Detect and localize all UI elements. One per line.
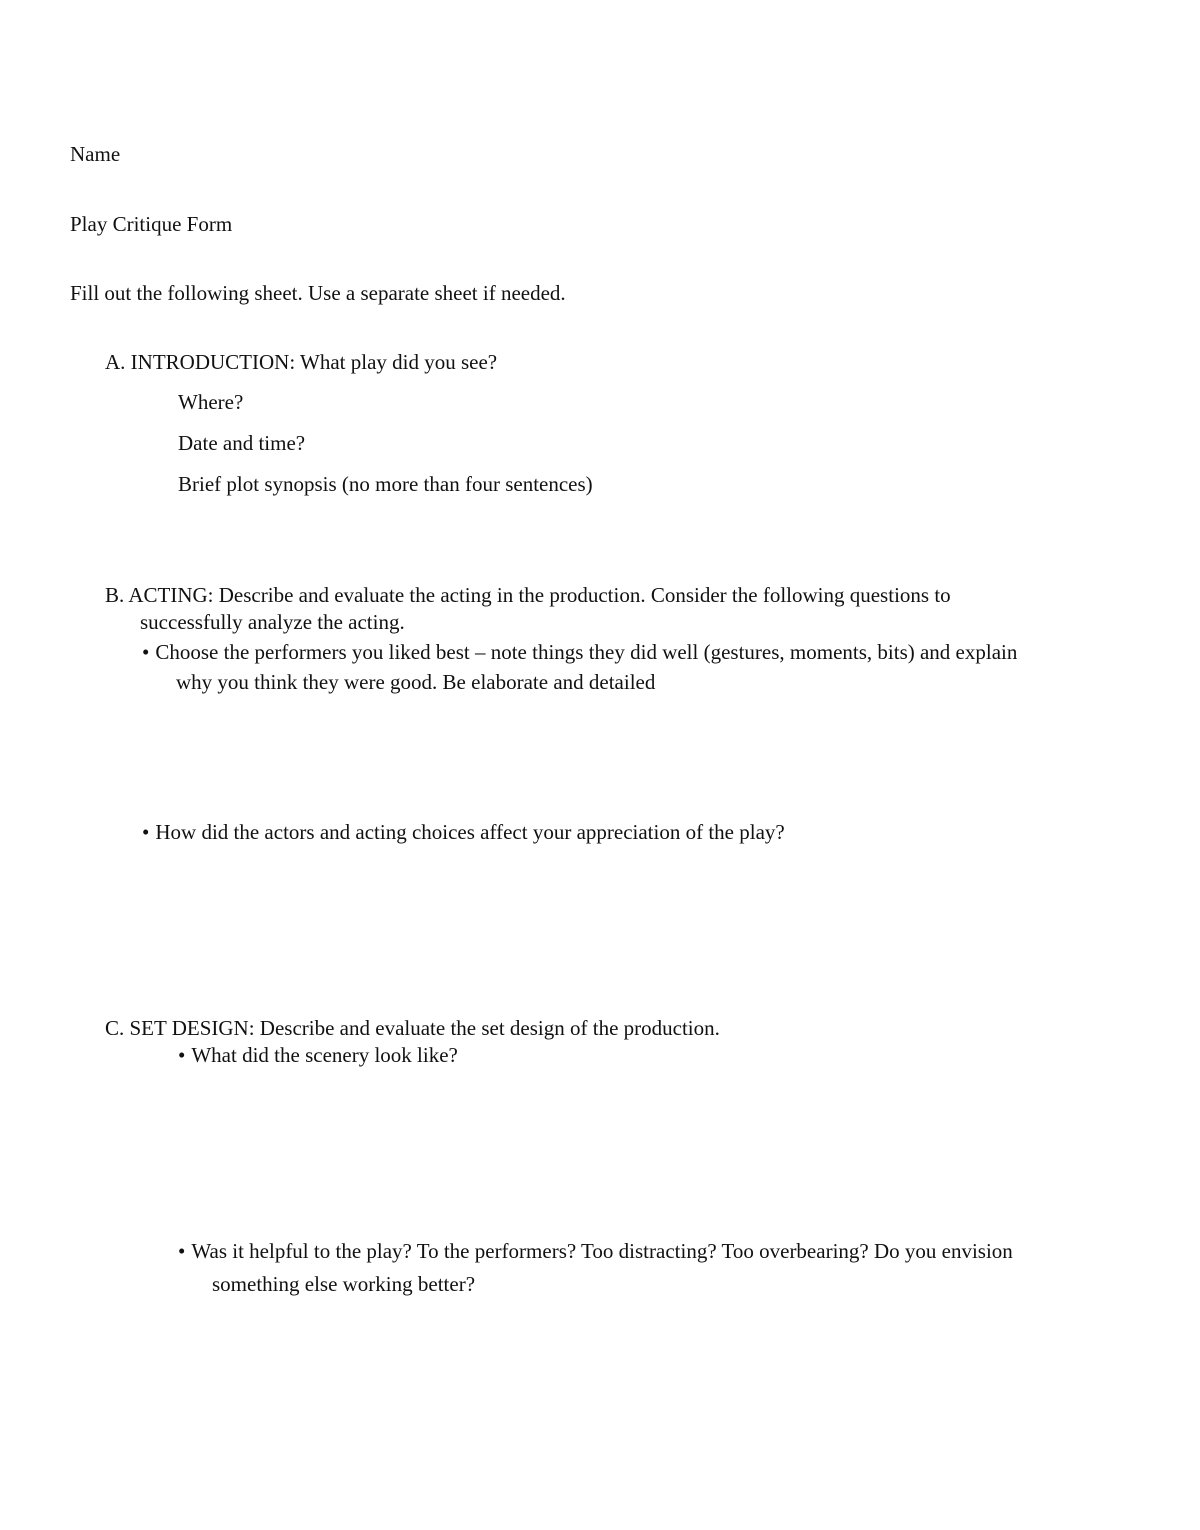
bullet-text: Choose the performers you liked best – note things they did well (gestures, moments, bits) and explain [155, 640, 1018, 664]
bullet-icon: • [178, 1239, 186, 1263]
section-b-heading: B. ACTING: Describe and evaluate the acting in the production. Consider the following questions to [105, 583, 951, 607]
section-c-heading: C. SET DESIGN: Describe and evaluate the set design of the production. [105, 1016, 720, 1040]
instructions: Fill out the following sheet. Use a separate sheet if needed. [70, 281, 566, 305]
bullet-text: Was it helpful to the play? To the performers? Too distracting? Too overbearing? Do you envision [191, 1239, 1013, 1263]
bullet-icon: • [142, 820, 150, 844]
bullet-text: How did the actors and acting choices affect your appreciation of the play? [155, 820, 785, 844]
section-c-bullet-helpful [178, 1238, 1013, 1264]
section-c-bullet-scenery [178, 1042, 458, 1068]
bullet-text: What did the scenery look like? [191, 1043, 458, 1067]
section-a-question-synopsis: Brief plot synopsis (no more than four sentences) [178, 472, 593, 496]
form-title: Play Critique Form [70, 212, 233, 236]
section-b-bullet-appreciation [142, 819, 785, 845]
bullet-icon: • [142, 640, 150, 664]
section-a-heading: A. INTRODUCTION: What play did you see? [105, 350, 498, 374]
section-a-question-where: Where? [178, 390, 244, 414]
bullet-icon: • [178, 1043, 186, 1067]
section-c-bullet-helpful-continued: something else working better? [212, 1272, 476, 1296]
section-a-question-date-time: Date and time? [178, 431, 306, 455]
section-b-bullet-performers-continued: why you think they were good. Be elaborate and detailed [176, 670, 656, 694]
section-b-bullet-performers [142, 639, 1017, 665]
section-b-heading-continued: successfully analyze the acting. [140, 610, 405, 634]
name-label: Name [70, 142, 121, 166]
